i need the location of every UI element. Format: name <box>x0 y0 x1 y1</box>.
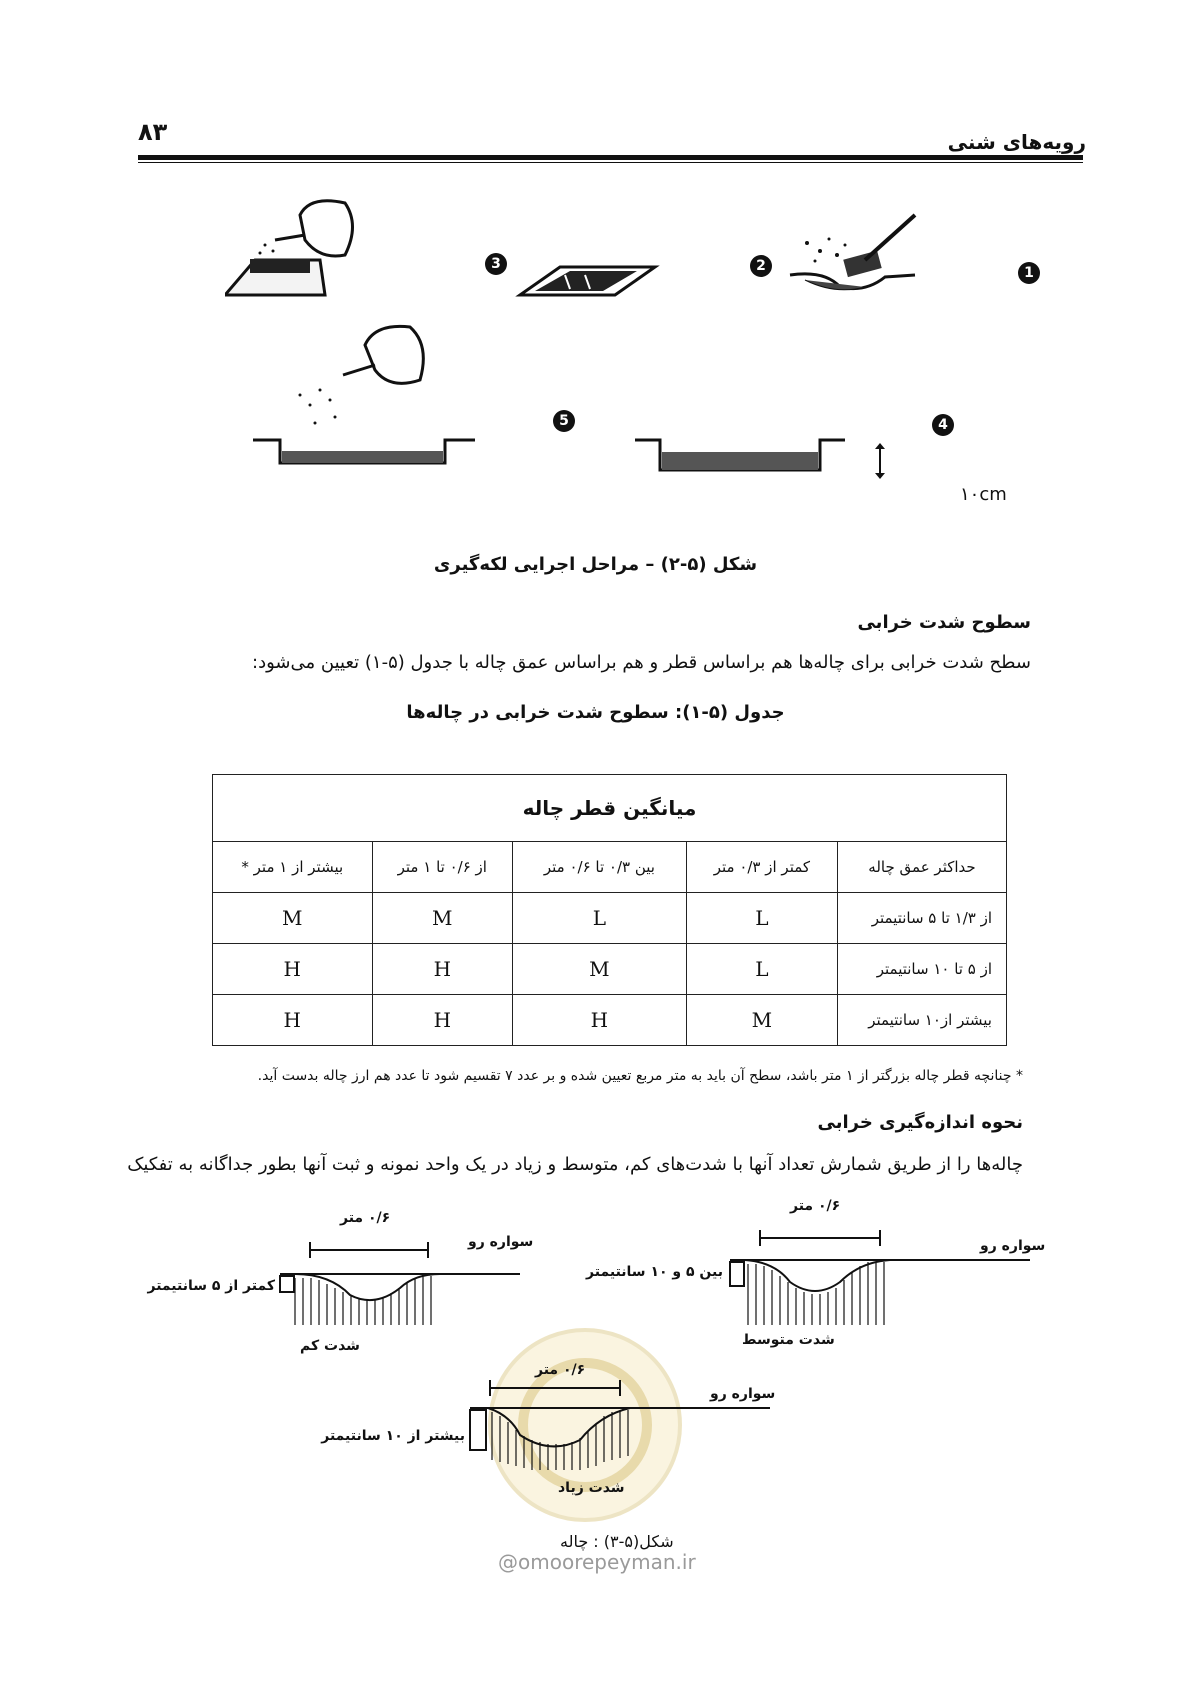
table-row <box>213 944 1007 995</box>
step-1-illustration <box>790 215 915 290</box>
step-1-marker: 1 <box>1018 262 1040 284</box>
page-number: ۸۳ <box>138 118 168 146</box>
table-cell: H <box>213 944 373 995</box>
medium-severity-label: شدت متوسط <box>742 1332 835 1348</box>
figure-5-3-caption: شکل(۵-۳) : چاله <box>560 1532 674 1551</box>
step-5-marker: 5 <box>553 410 575 432</box>
watermark-url: @omoorepeyman.ir <box>498 1550 696 1574</box>
table-cell: M <box>686 995 837 1046</box>
row-label: از ۵ تا ۱۰ سانتیمتر <box>838 944 1007 995</box>
medium-width-label: ۰/۶ متر <box>790 1198 841 1214</box>
table-cell: M <box>372 893 513 944</box>
table-footnote: * چنانچه قطر چاله بزرگتر از ۱ متر باشد، سطح آن باید به متر مربع تعیین شده و بر عدد ۷ تقسیم شود تا عدد هم ارز چاله بدست آید. <box>257 1068 1023 1084</box>
row-label: بیشتر از۱۰ سانتیمتر <box>838 995 1007 1046</box>
step-2-illustration <box>520 267 655 295</box>
high-depth-label: بیشتر از ۱۰ سانتیمتر <box>321 1428 465 1444</box>
low-depth-label: کمتر از ۵ سانتیمتر <box>147 1278 275 1294</box>
table-cell: H <box>513 995 687 1046</box>
step-4-illustration <box>635 440 885 479</box>
table-cell: L <box>686 944 837 995</box>
severity-heading: سطوح شدت خرابی <box>857 612 1031 633</box>
header-rule-thin <box>138 162 1083 163</box>
table-row <box>213 995 1007 1046</box>
column-header: بیشتر از ۱ متر * <box>213 842 373 893</box>
measure-heading: نحوه اندازه‌گیری خرابی <box>817 1112 1023 1133</box>
severity-table <box>212 774 1007 1046</box>
medium-surface-label: سواره رو <box>980 1238 1046 1254</box>
measure-paragraph: چاله‌ها را از طریق شمارش تعداد آنها با شدت‌های کم، متوسط و زیاد در یک واحد نمونه و ثبت آنها بطور جداگانه به تفکیک <box>127 1154 1023 1175</box>
low-severity-label: شدت کم <box>300 1338 360 1354</box>
table-cell: H <box>372 995 513 1046</box>
row-header: حداکثر عمق چاله <box>838 842 1007 893</box>
table-cell: L <box>686 893 837 944</box>
depth-label: ۱۰cm <box>960 484 1007 505</box>
patching-steps-figure <box>225 195 1055 525</box>
medium-depth-label: بین ۵ و ۱۰ سانتیمتر <box>586 1264 723 1280</box>
table-cell: H <box>372 944 513 995</box>
low-severity-diagram <box>280 1242 520 1325</box>
low-width-label: ۰/۶ متر <box>340 1210 391 1226</box>
table-cell: M <box>213 893 373 944</box>
severity-paragraph: سطح شدت خرابی برای چاله‌ها هم براساس قطر و هم براساس عمق چاله با جدول (۵-۱) تعیین می‌شود: <box>252 652 1031 673</box>
figure-5-2-caption: شکل (۵-۲) – مراحل اجرایی لکه‌گیری <box>433 554 758 575</box>
step-3-illustration <box>225 201 353 295</box>
table-cell: L <box>513 893 687 944</box>
step-5-illustration <box>253 326 475 463</box>
column-header: از ۰/۶ تا ۱ متر <box>372 842 513 893</box>
table-cell: M <box>513 944 687 995</box>
column-header: کمتر از ۰/۳ متر <box>686 842 837 893</box>
column-header: بین ۰/۳ تا ۰/۶ متر <box>513 842 687 893</box>
table-5-1-caption: جدول (۵-۱): سطوح شدت خرابی در چاله‌ها <box>406 702 785 723</box>
table-row <box>213 893 1007 944</box>
running-title: رویه‌های شنی <box>947 130 1086 154</box>
step-4-marker: 4 <box>932 414 954 436</box>
table-cell: H <box>213 995 373 1046</box>
group-header: میانگین قطر چاله <box>213 775 1007 842</box>
header-rule <box>138 155 1083 160</box>
high-surface-label: سواره رو <box>710 1386 776 1402</box>
step-3-marker: 3 <box>485 253 507 275</box>
high-severity-label: شدت زیاد <box>558 1480 625 1496</box>
step-2-marker: 2 <box>750 255 772 277</box>
low-surface-label: سواره رو <box>468 1234 534 1250</box>
row-label: از ۱/۳ تا ۵ سانتیمتر <box>838 893 1007 944</box>
high-width-label: ۰/۶ متر <box>535 1362 586 1378</box>
